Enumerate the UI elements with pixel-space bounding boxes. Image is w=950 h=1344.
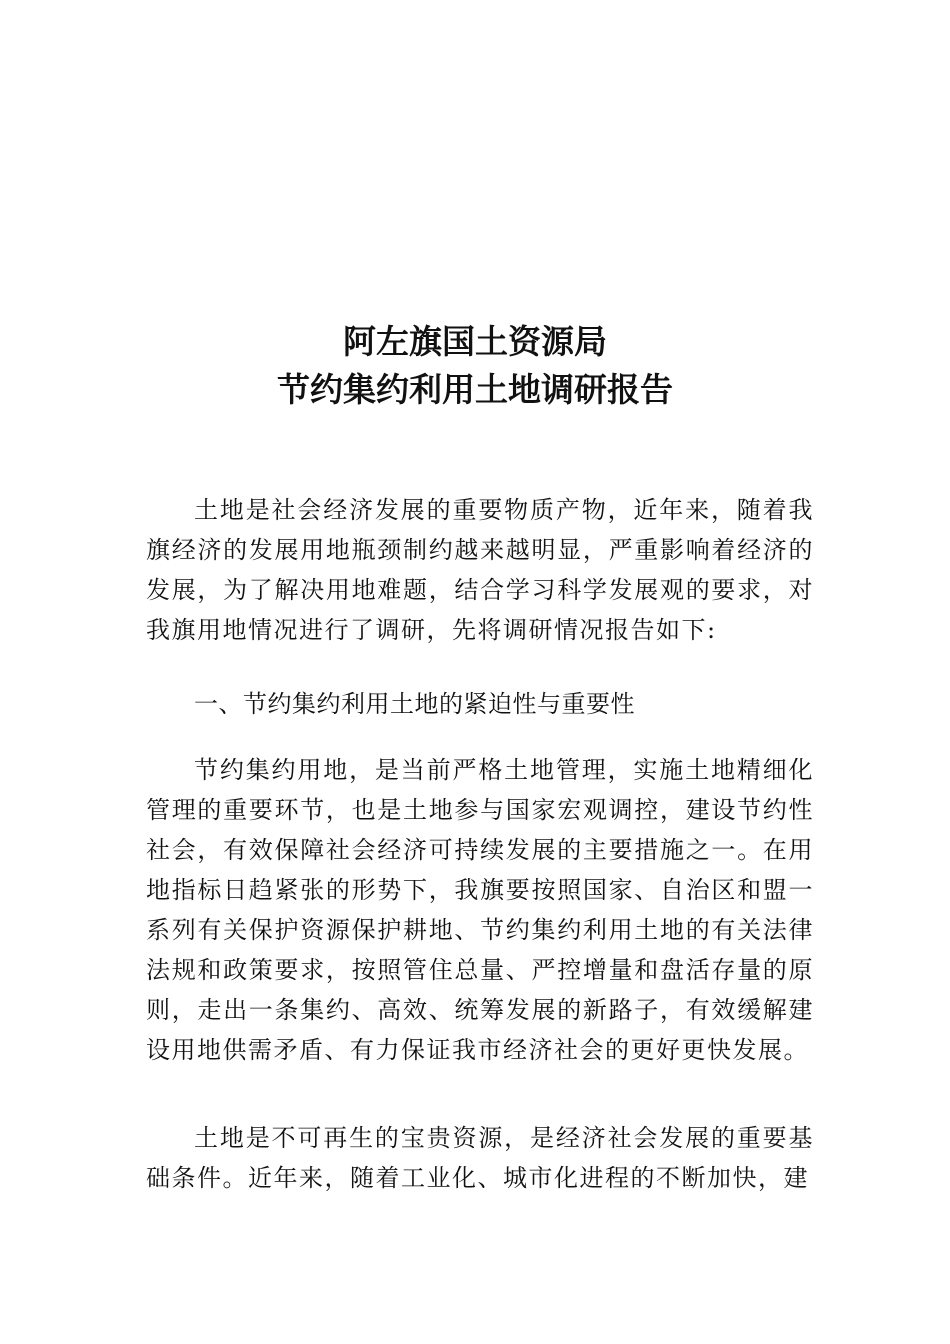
section-heading-1: 一、节约集约利用土地的紧迫性与重要性 xyxy=(194,690,635,718)
title-line-1: 阿左旗国土资源局 xyxy=(343,322,607,361)
title-line-2: 节约集约利用土地调研报告 xyxy=(277,370,673,409)
document-title xyxy=(0,318,950,414)
body-paragraph-1: 节约集约用地，是当前严格土地管理，实施土地精细化管理的重要环节，也是土地参与国家宏观调控，建设节约性社会，有效保障社会经济可持续发展的主要措施之一。在用地指标日趋紧张的形势下，我旗要按照国家、自治区和盟一系列有关保护资源保护耕地、节约集约利用土地的有关法律法规和政策要求，按照管住总量、严控增量和盘活存量的原则，走出一条集约、高效、统筹发展的新路子，有效缓解建设用地供需矛盾、有力保证我市经济社会的更好更快发展。 xyxy=(146,756,814,1064)
intro-paragraph: 土地是社会经济发展的重要物质产物，近年来，随着我旗经济的发展用地瓶颈制约越来越明显，严重影响着经济的发展，为了解决用地难题，结合学习科学发展观的要求，对我旗用地情况进行了调研，先将调研情况报告如下: xyxy=(146,496,814,644)
body-paragraph-2: 土地是不可再生的宝贵资源，是经济社会发展的重要基础条件。近年来，随着工业化、城市化进程的不断加快，建 xyxy=(146,1124,814,1192)
